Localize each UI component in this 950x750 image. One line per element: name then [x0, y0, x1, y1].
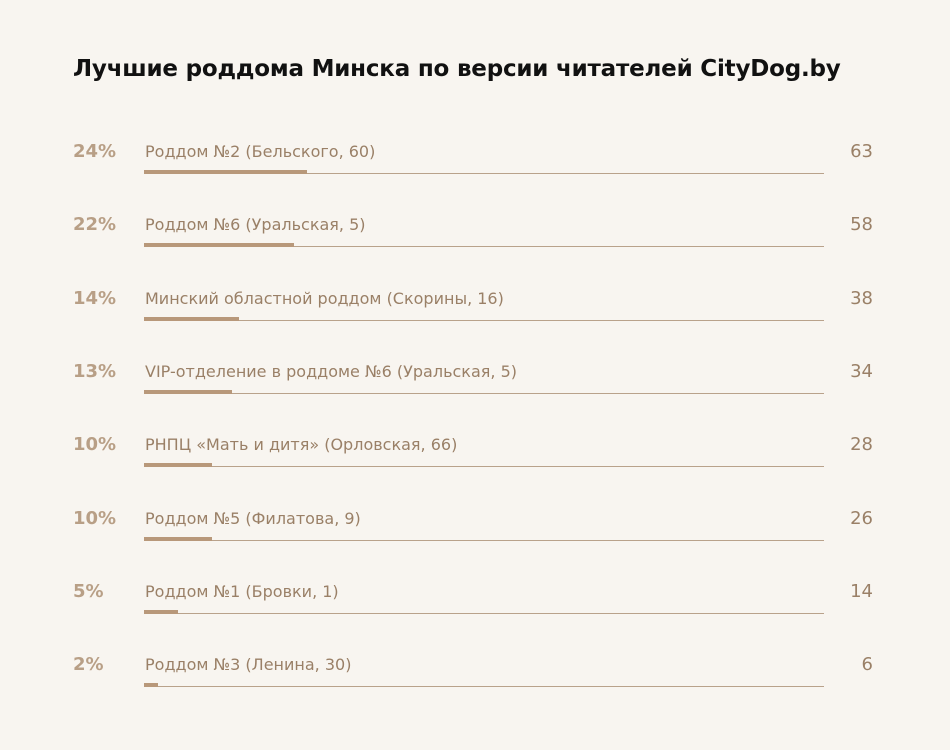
vote-count-label: 28 [850, 434, 873, 456]
category-label: Минский областной роддом (Скорины, 16) [145, 288, 504, 308]
percent-label: 2% [73, 654, 104, 676]
vote-count-label: 34 [850, 360, 873, 382]
vote-count-label: 14 [850, 580, 873, 602]
category-label: Роддом №5 (Филатова, 9) [145, 508, 361, 528]
percent-label: 13% [73, 360, 117, 382]
vote-count-label: 63 [850, 141, 873, 162]
bar [144, 170, 307, 174]
percent-label: 10% [73, 507, 117, 529]
bar [144, 537, 212, 541]
percent-label: 14% [73, 287, 117, 309]
vote-count-label: 6 [861, 654, 873, 676]
bar-track [144, 393, 824, 394]
result-row [0, 214, 950, 262]
bar-track [144, 686, 824, 687]
category-label: Роддом №2 (Бельского, 60) [145, 142, 376, 161]
vote-count-label: 26 [850, 507, 873, 529]
bar [144, 683, 158, 687]
bar [144, 610, 178, 614]
bar-track [144, 320, 824, 321]
result-row [0, 288, 950, 336]
category-label: VIP-отделение в роддоме №6 (Уральская, 5) [145, 361, 517, 381]
bar [144, 463, 212, 467]
result-row [0, 434, 950, 482]
percent-label: 10% [73, 434, 117, 456]
vote-count-label: 38 [850, 287, 873, 309]
category-label: Роддом №3 (Ленина, 30) [145, 655, 352, 675]
bar [144, 390, 232, 394]
percent-label: 5% [73, 580, 104, 602]
chart-title: Лучшие роддома Минска по версии читателей CityDog.by [73, 56, 841, 82]
result-row [0, 361, 950, 409]
bar [144, 317, 239, 321]
bar-track [144, 613, 824, 614]
bar [144, 243, 294, 247]
percent-label: 22% [73, 214, 117, 236]
percent-label: 24% [73, 141, 117, 162]
bar-track [144, 466, 824, 467]
result-row [0, 508, 950, 556]
result-row [0, 581, 950, 629]
bar-track [144, 540, 824, 541]
category-label: Роддом №6 (Уральская, 5) [145, 215, 366, 235]
vote-count-label: 58 [850, 214, 873, 236]
category-label: РНПЦ «Мать и дитя» (Орловская, 66) [145, 435, 458, 455]
result-row [0, 654, 950, 702]
result-row [0, 141, 950, 189]
category-label: Роддом №1 (Бровки, 1) [145, 581, 339, 601]
